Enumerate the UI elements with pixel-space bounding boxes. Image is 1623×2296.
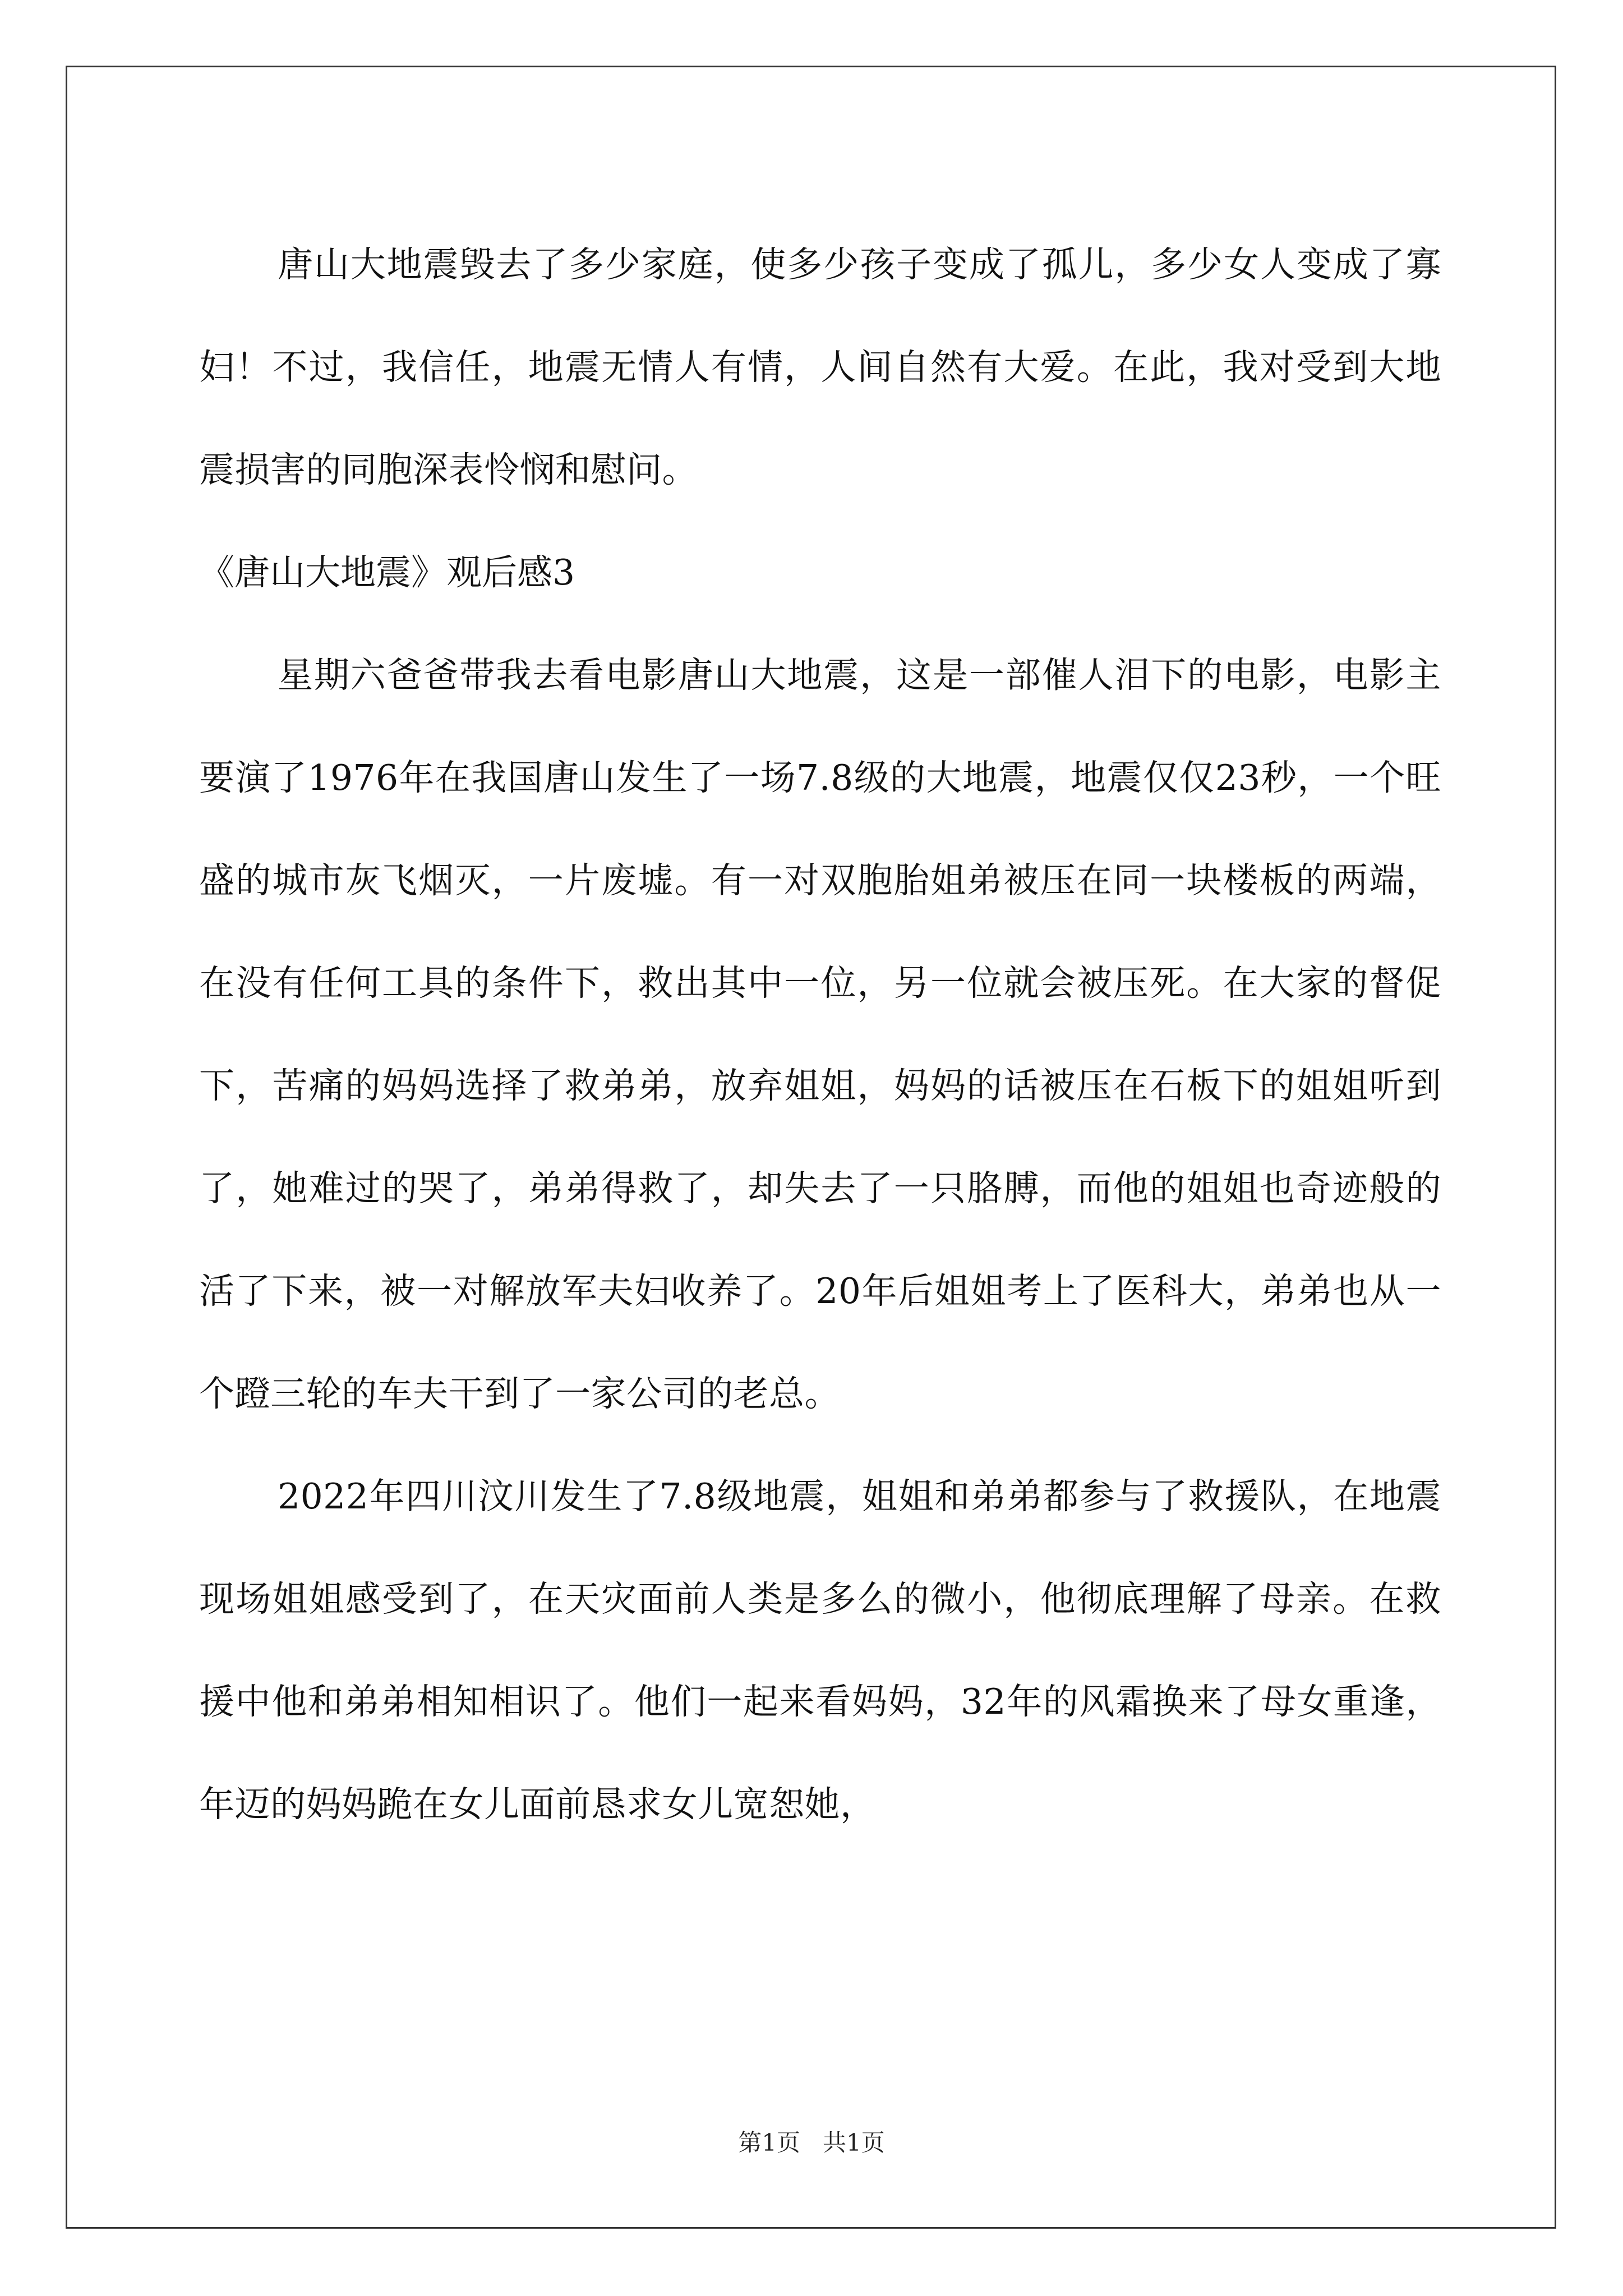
paragraph-2: 星期六爸爸带我去看电影唐山大地震，这是一部催人泪下的电影，电影主要演了1976年在我国唐山发生了一场7.8级的大地震，地震仅仅23秒，一个旺盛的城市灰飞烟灭，一片废墟。有一对双胞胎姐弟被压在同一块楼板的两端，在没有任何工具的条件下，救出其中一位，另一位就会被压死。在大家的督促下，苦痛的妈妈选择了救弟弟，放弃姐姐，妈妈的话被压在石板下的姐姐听到了，她难过的哭了，弟弟得救了，却失去了一只胳膊，而他的姐姐也奇迹般的活了下来，被一对解放军夫妇收养了。20年后姐姐考上了医科大，弟弟也从一个蹬三轮的车夫干到了一家公司的老总。 [199, 655, 1441, 1414]
document-body [199, 213, 1441, 1856]
paragraph-3: 2022年四川汶川发生了7.8级地震，姐姐和弟弟都参与了救援队，在地震现场姐姐感受到了，在天灾面前人类是多么的微小，他彻底理解了母亲。在救援中他和弟弟相知相识了。他们一起来看妈妈，32年的风霜换来了母女重逢，年迈的妈妈跪在女儿面前恳求女儿宽恕她， [199, 1476, 1441, 1825]
section-heading: 《唐山大地震》观后感3 [199, 552, 575, 593]
page-number: 第1页 [738, 2129, 800, 2156]
page-total: 共1页 [823, 2129, 885, 2156]
paragraph-1: 唐山大地震毁去了多少家庭，使多少孩子变成了孤儿，多少女人变成了寡妇！不过，我信任，地震无情人有情，人间自然有大爱。在此，我对受到大地震损害的同胞深表怜悯和慰问。 [199, 244, 1441, 490]
page-footer [0, 2126, 1623, 2160]
